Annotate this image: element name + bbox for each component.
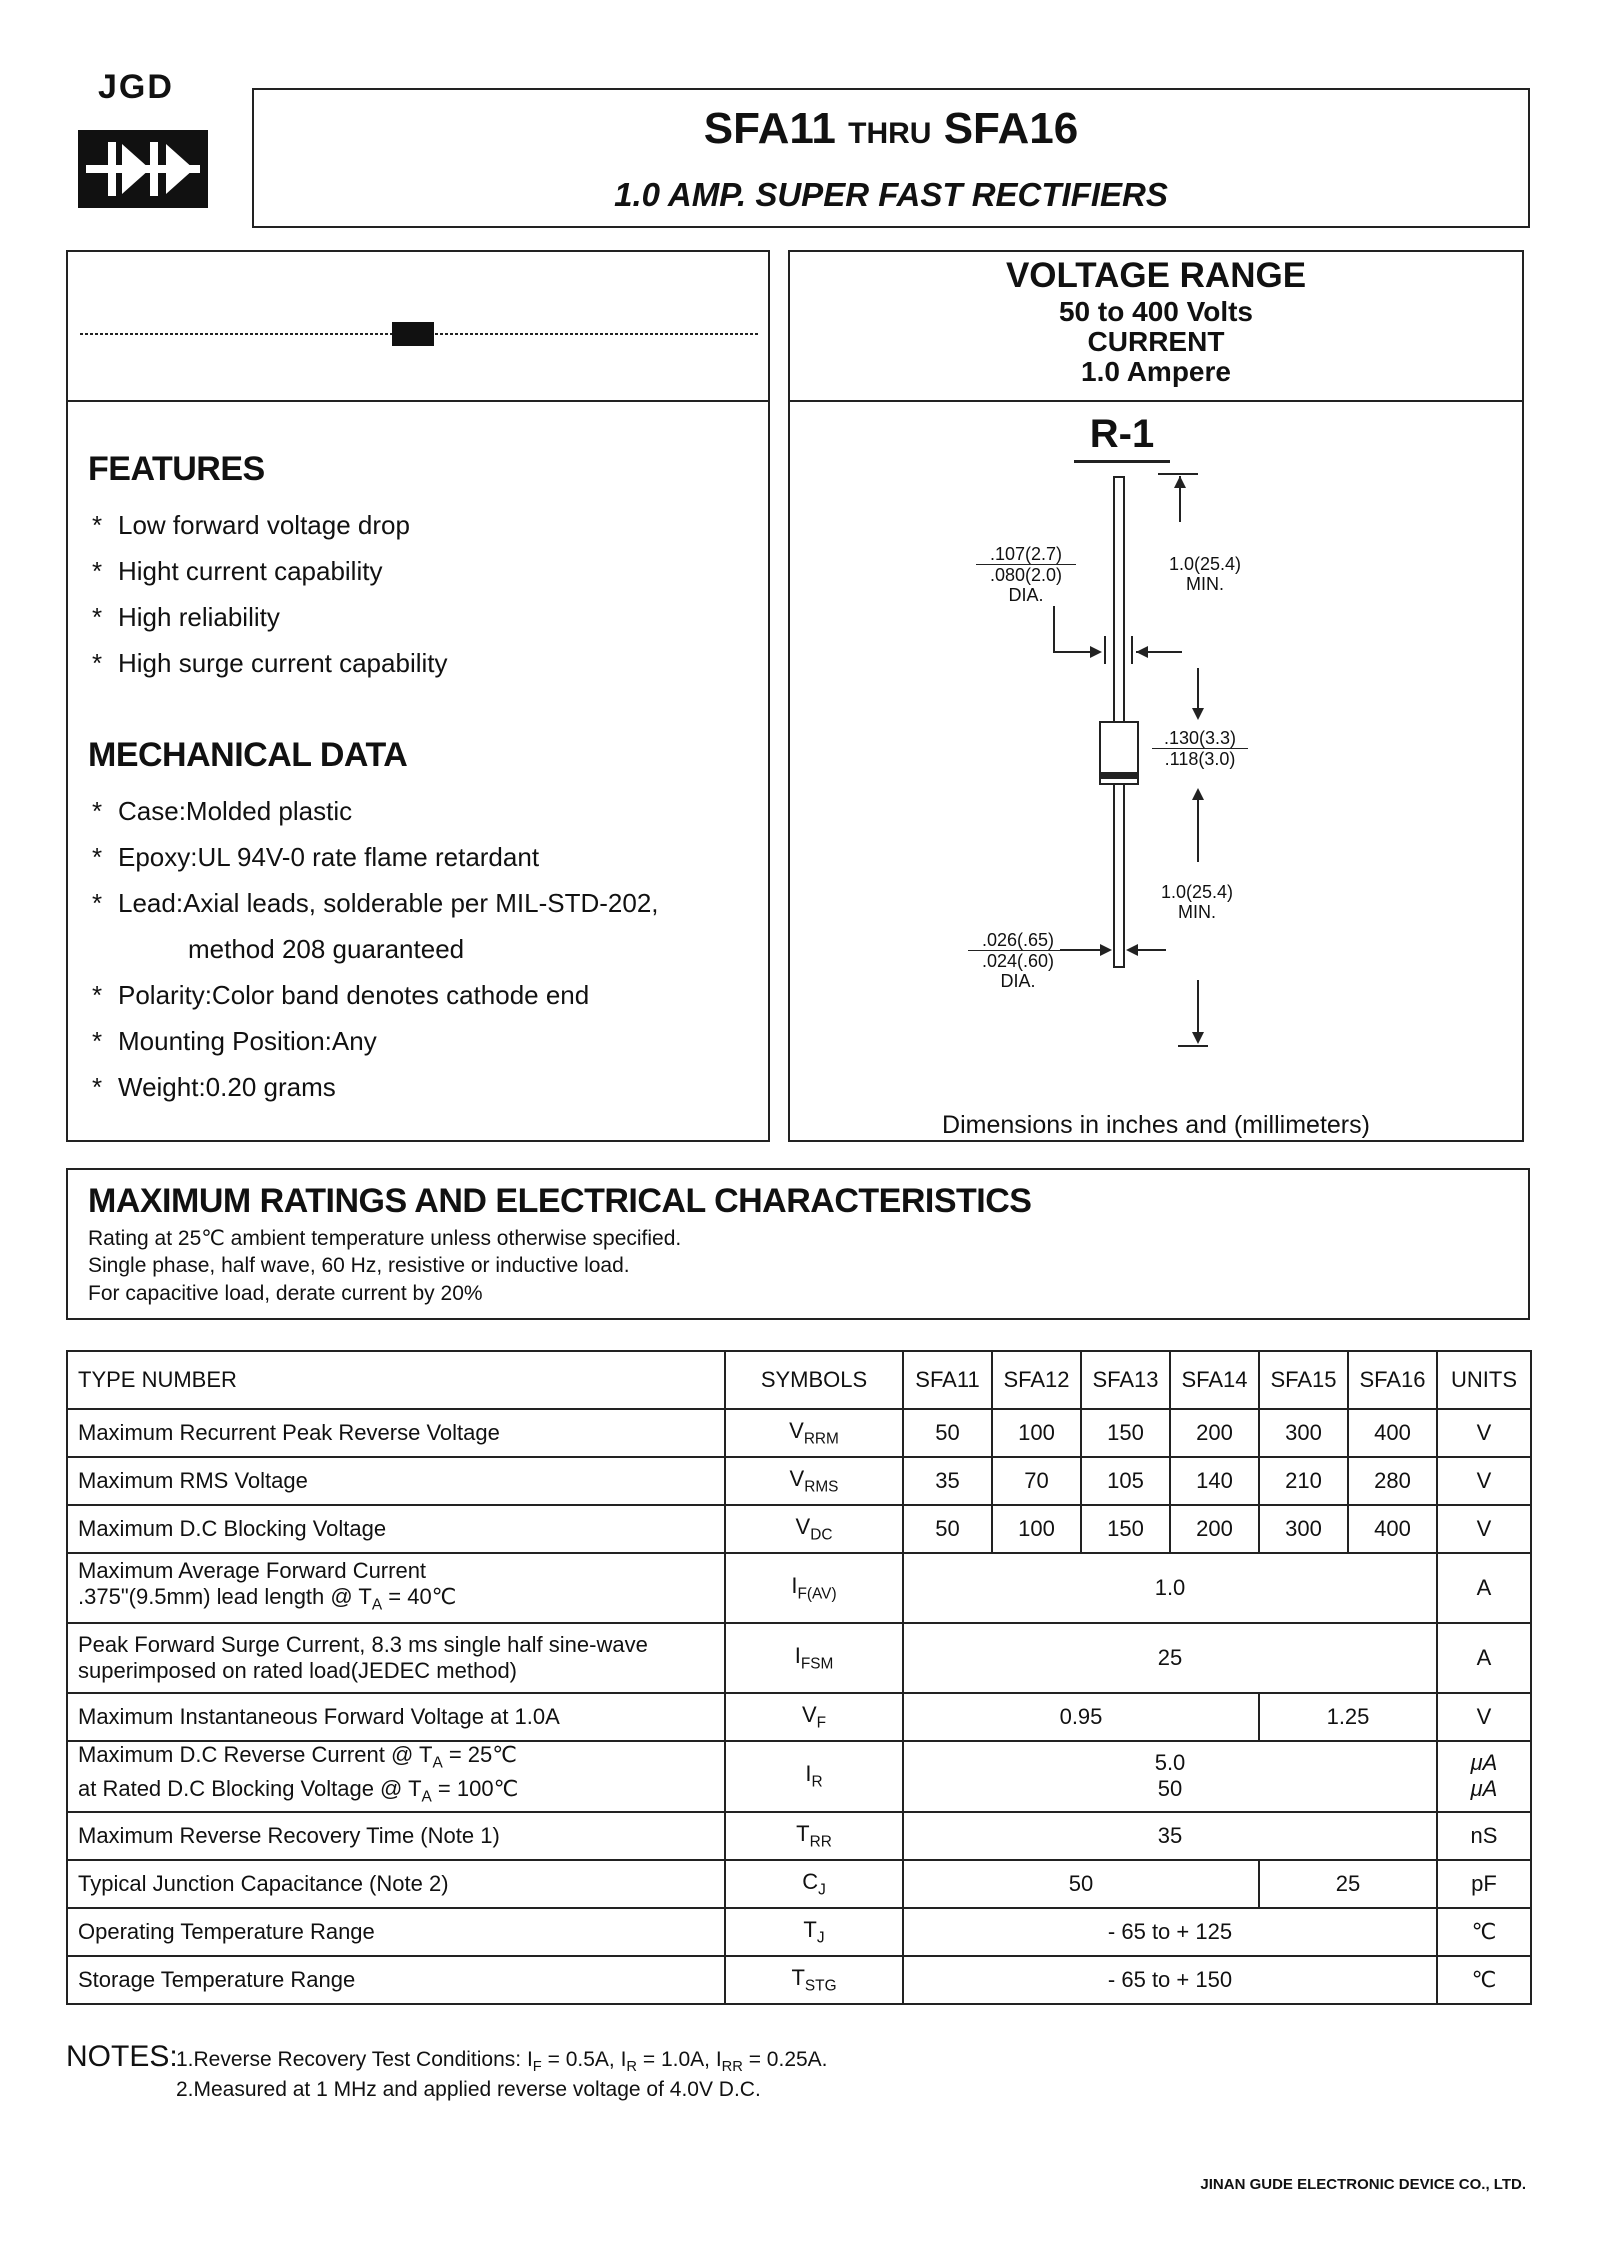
current-title: CURRENT xyxy=(1087,326,1225,357)
features-title: FEATURES xyxy=(88,450,265,488)
list-item: * Weight:0.20 grams xyxy=(92,1072,336,1102)
cathode-band xyxy=(1100,772,1138,779)
package-name: R-1 xyxy=(1089,412,1155,456)
param-cell: Maximum D.C Reverse Current @ $T_A$ = 25℃ at Rated D.C Blocking Voltage @ $T_A$ = 100℃ xyxy=(67,1741,725,1812)
value-cell: 35 xyxy=(903,1457,992,1505)
table-header-row xyxy=(67,1351,1531,1409)
unit-cell: V xyxy=(1437,1693,1531,1741)
value-cell: 50 xyxy=(903,1505,992,1553)
param-cell: Maximum Average Forward Current .375"(9.5mm) lead length @ $T_A$ = 40℃ xyxy=(67,1553,725,1623)
value-cell: 200 xyxy=(1170,1505,1259,1553)
list-item: * Hight current capability xyxy=(92,556,383,586)
value-cell: 5.0 50 xyxy=(903,1741,1437,1812)
unit-cell: A xyxy=(1437,1553,1531,1623)
value-cell: 150 xyxy=(1081,1409,1170,1457)
voltage-range-value: 50 to 400 Volts xyxy=(1058,296,1253,327)
symbol-cell: $V_F$ xyxy=(725,1693,903,1741)
param-cell: Operating Temperature Range xyxy=(67,1908,725,1956)
header-symbols: SYMBOLS xyxy=(725,1351,903,1409)
note-1: 1.Reverse Recovery Test Conditions: $I_F = 0.5A$, $I_R = 1.0A$, $I_{RR} = 0.25A$. xyxy=(176,2048,828,2076)
header-units: UNITS xyxy=(1437,1351,1531,1409)
table-row xyxy=(67,1812,1531,1860)
symbol-cell: $V_{RMS}$ xyxy=(725,1457,903,1505)
value-cell: 140 xyxy=(1170,1457,1259,1505)
header-sfa11: SFA11 xyxy=(903,1351,992,1409)
page-title: SFA11 THRU SFA16 xyxy=(703,104,1079,153)
list-item: * Polarity:Color band denotes cathode end xyxy=(92,980,590,1010)
value-cell: 50 xyxy=(903,1409,992,1457)
symbol-cell: $I_{F(AV)}$ xyxy=(725,1553,903,1623)
header-sfa14: SFA14 xyxy=(1170,1351,1259,1409)
list-item: * Lead:Axial leads, solderable per MIL-STD-202, xyxy=(92,888,659,918)
unit-cell: pF xyxy=(1437,1860,1531,1908)
diode-logo-icon xyxy=(78,130,208,208)
symbol-cell: $T_{RR}$ xyxy=(725,1812,903,1860)
value-cell: 25 xyxy=(1259,1860,1437,1908)
note-2: 2.Measured at 1 MHz and applied reverse voltage of 4.0V D.C. xyxy=(176,2078,761,2101)
value-cell: 25 xyxy=(903,1623,1437,1693)
value-cell: 400 xyxy=(1348,1409,1437,1457)
brand-logo-text: JGD xyxy=(98,68,174,106)
symbol-cell: $I_R$ xyxy=(725,1741,903,1812)
title-box xyxy=(252,88,1530,228)
ratings-note-3: For capacitive load, derate current by 20% xyxy=(88,1282,483,1305)
param-cell: Maximum Recurrent Peak Reverse Voltage xyxy=(67,1409,725,1457)
company-footer: JINAN GUDE ELECTRONIC DEVICE CO., LTD. xyxy=(1200,2176,1526,2193)
value-cell: 400 xyxy=(1348,1505,1437,1553)
header-sfa15: SFA15 xyxy=(1259,1351,1348,1409)
list-item: * High reliability xyxy=(92,602,280,632)
lead-bottom-label: 1.0(25.4) MIN. xyxy=(1160,882,1234,922)
unit-cell: ℃ xyxy=(1437,1956,1531,2004)
table-row xyxy=(67,1908,1531,1956)
param-cell: Maximum Reverse Recovery Time (Note 1) xyxy=(67,1812,725,1860)
list-item: method 208 guaranteed xyxy=(188,934,465,964)
list-item: * Case:Molded plastic xyxy=(92,796,353,826)
ratings-box xyxy=(66,1168,1530,1320)
axial-diode-icon xyxy=(68,252,768,400)
body-length-label: .130(3.3) .118(3.0) xyxy=(1152,728,1248,769)
header-sfa12: SFA12 xyxy=(992,1351,1081,1409)
value-cell: 300 xyxy=(1259,1409,1348,1457)
param-cell: Maximum RMS Voltage xyxy=(67,1457,725,1505)
dia-top-label: .107(2.7) .080(2.0) DIA. xyxy=(976,544,1076,605)
param-cell: Storage Temperature Range xyxy=(67,1956,725,2004)
dia-bottom-label: .026(.65) .024(.60) DIA. xyxy=(968,930,1068,991)
page-subtitle: 1.0 AMP. SUPER FAST RECTIFIERS xyxy=(614,176,1168,213)
table-row xyxy=(67,1623,1531,1693)
characteristics-table xyxy=(66,1350,1532,2005)
table-row xyxy=(67,1505,1531,1553)
list-item: * Epoxy:UL 94V-0 rate flame retardant xyxy=(92,842,540,872)
symbol-cell: $T_J$ xyxy=(725,1908,903,1956)
table-row xyxy=(67,1693,1531,1741)
value-cell: 100 xyxy=(992,1505,1081,1553)
unit-cell: ℃ xyxy=(1437,1908,1531,1956)
symbol-cell: $T_{STG}$ xyxy=(725,1956,903,2004)
unit-cell: V xyxy=(1437,1409,1531,1457)
table-row xyxy=(67,1741,1531,1812)
diode-illustration xyxy=(68,252,768,402)
value-cell: 100 xyxy=(992,1409,1081,1457)
value-cell: 0.95 xyxy=(903,1693,1259,1741)
value-cell: 105 xyxy=(1081,1457,1170,1505)
list-item: * Low forward voltage drop xyxy=(92,510,410,540)
current-value: 1.0 Ampere xyxy=(1081,356,1231,387)
notes-title: NOTES: xyxy=(66,2040,178,2073)
param-cell: Typical Junction Capacitance (Note 2) xyxy=(67,1860,725,1908)
unit-cell: nS xyxy=(1437,1812,1531,1860)
value-cell: 1.0 xyxy=(903,1553,1437,1623)
table-row xyxy=(67,1956,1531,2004)
value-cell: 35 xyxy=(903,1812,1437,1860)
unit-cell: μA μA xyxy=(1437,1741,1531,1812)
mechanical-title: MECHANICAL DATA xyxy=(88,736,408,774)
package-outline-drawing xyxy=(790,252,1526,1144)
symbol-cell: $C_J$ xyxy=(725,1860,903,1908)
value-cell: - 65 to + 150 xyxy=(903,1956,1437,2004)
param-cell: Maximum D.C Blocking Voltage xyxy=(67,1505,725,1553)
list-item: * High surge current capability xyxy=(92,648,448,678)
unit-cell: V xyxy=(1437,1457,1531,1505)
value-cell: 50 xyxy=(903,1860,1259,1908)
value-cell: 300 xyxy=(1259,1505,1348,1553)
symbol-cell: $I_{FSM}$ xyxy=(725,1623,903,1693)
ratings-title: MAXIMUM RATINGS AND ELECTRICAL CHARACTERISTICS xyxy=(88,1182,1032,1220)
features-list xyxy=(92,502,448,686)
voltage-range-title: VOLTAGE RANGE xyxy=(1005,256,1307,295)
symbol-cell: $V_{RRM}$ xyxy=(725,1409,903,1457)
table-row xyxy=(67,1457,1531,1505)
unit-cell: A xyxy=(1437,1623,1531,1693)
table-row xyxy=(67,1553,1531,1623)
param-cell: Maximum Instantaneous Forward Voltage at 1.0A xyxy=(67,1693,725,1741)
package-panel xyxy=(788,250,1524,1142)
param-cell: Peak Forward Surge Current, 8.3 ms single half sine-wave superimposed on rated load(JEDEC method) xyxy=(67,1623,725,1693)
value-cell: 200 xyxy=(1170,1409,1259,1457)
header-sfa13: SFA13 xyxy=(1081,1351,1170,1409)
value-cell: 1.25 xyxy=(1259,1693,1437,1741)
value-cell: - 65 to + 125 xyxy=(903,1908,1437,1956)
lead-top-label: 1.0(25.4) MIN. xyxy=(1168,554,1242,594)
bottom-lead xyxy=(1116,786,1122,966)
table-row xyxy=(67,1860,1531,1908)
ratings-note-1: Rating at 25℃ ambient temperature unless otherwise specified. xyxy=(88,1227,682,1250)
header-sfa16: SFA16 xyxy=(1348,1351,1437,1409)
unit-cell: V xyxy=(1437,1505,1531,1553)
value-cell: 150 xyxy=(1081,1505,1170,1553)
ratings-note-2: Single phase, half wave, 60 Hz, resistive or inductive load. xyxy=(88,1254,630,1277)
value-cell: 210 xyxy=(1259,1457,1348,1505)
features-panel xyxy=(66,250,770,1142)
table-row xyxy=(67,1409,1531,1457)
mechanical-list xyxy=(92,788,659,1110)
dimensions-caption: Dimensions in inches and (millimeters) xyxy=(942,1111,1370,1139)
symbol-cell: $V_{DC}$ xyxy=(725,1505,903,1553)
list-item: * Mounting Position:Any xyxy=(92,1026,377,1056)
header-type-number: TYPE NUMBER xyxy=(67,1351,725,1409)
value-cell: 70 xyxy=(992,1457,1081,1505)
value-cell: 280 xyxy=(1348,1457,1437,1505)
